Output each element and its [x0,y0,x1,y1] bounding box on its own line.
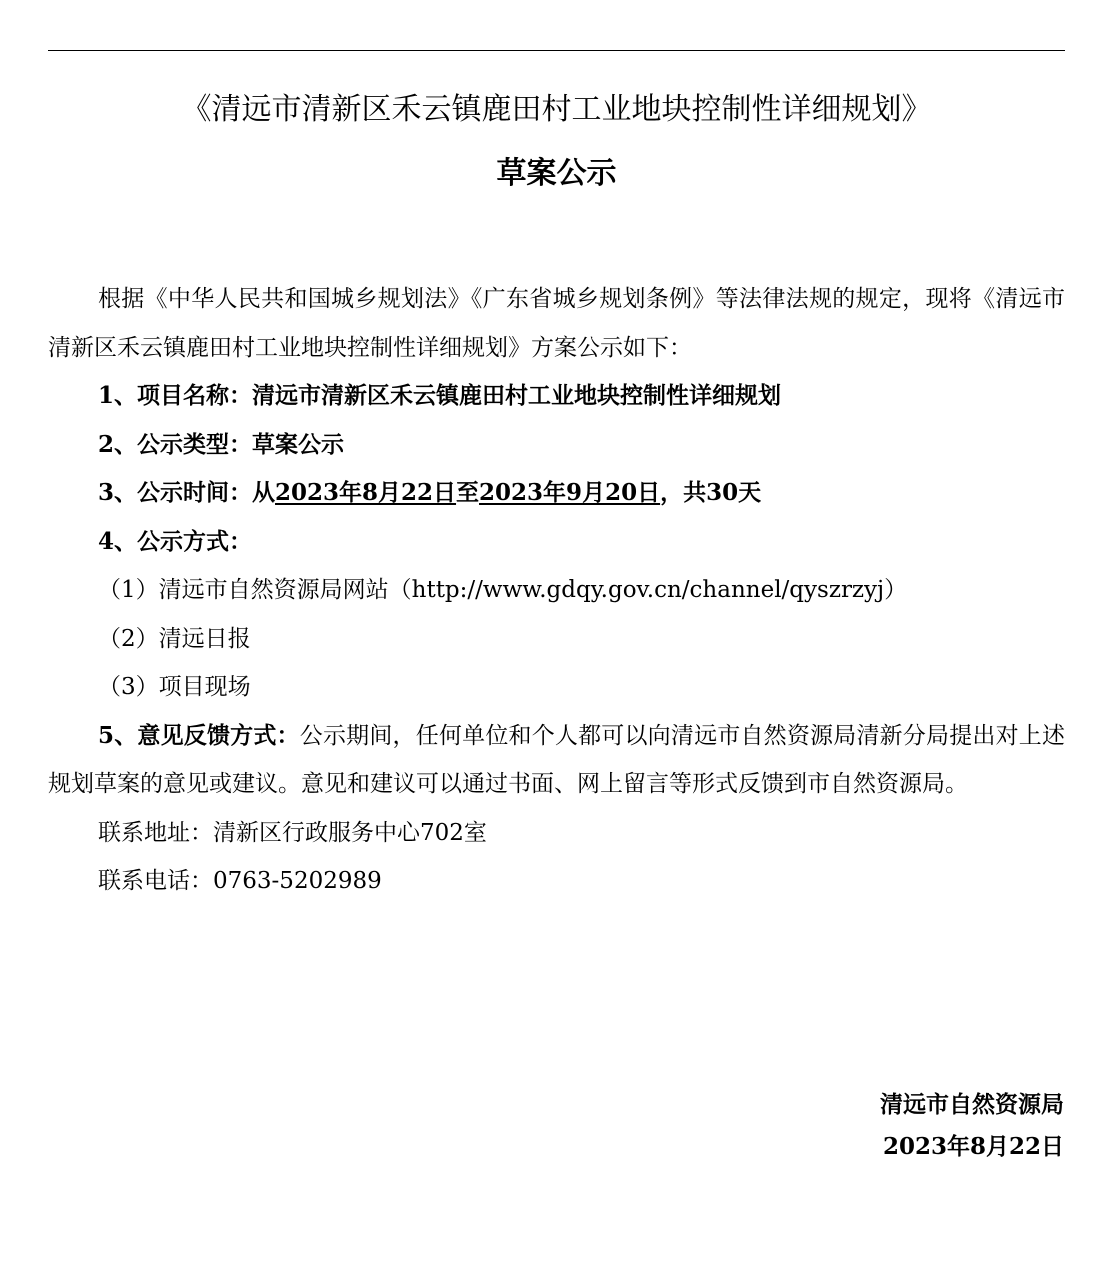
contact-phone: 联系电话：0763-5202989 [98,868,382,894]
item-feedback [48,712,1065,809]
item-project-name [48,372,1065,421]
signature-date: 2023年8月22日 [882,1133,1064,1160]
item5-label: 5、意见反馈方式： [98,721,300,749]
contact-address: 联系地址：清新区行政服务中心702室 [98,819,487,846]
document-title: 《清远市清新区禾云镇鹿田村工业地块控制性详细规划》 [181,92,932,127]
document-body [48,275,1065,906]
document-subtitle: 草案公示 [496,156,617,191]
item1-label: 1、项目名称： [98,382,253,409]
item5-text: 公示期间，任何单位和个人都可以向清远市自然资源局清新分局提出对上述规划草案的意见或建议。意见和建议可以通过书面、网上留言等形式反馈到市自然资源局。 [48,722,1065,797]
item3-label: 3、公示时间：从 [98,479,276,506]
item-notice-type [48,421,1065,470]
method-newspaper: （2）清远日报 [98,625,251,652]
signature-block [880,1084,1064,1168]
item-notice-period [48,469,1065,518]
item3-mid: 至 [456,479,480,506]
item3-tail: ，共30天 [660,479,762,506]
item1-value: 清远市清新区禾云镇鹿田村工业地块控制性详细规划 [252,382,782,409]
item2-label: 2、公示类型： [98,430,253,458]
end-date: 2023年9月20日 [479,479,661,506]
intro-paragraph: 根据《中华人民共和国城乡规划法》《广东省城乡规划条例》等法律法规的规定，现将《清远市清新区禾云镇鹿田村工业地块控制性详细规划》方案公示如下： [48,286,1065,361]
header-rule [48,50,1065,51]
signature-org: 清远市自然资源局 [880,1091,1064,1118]
item2-value: 草案公示 [252,430,345,458]
item-notice-methods: 4、公示方式： [98,527,253,555]
start-date: 2023年8月22日 [275,479,457,506]
method-site: （3）项目现场 [98,674,251,700]
method-website: （1）清远市自然资源局网站（http://www.gdqy.gov.cn/channel/qyszrzyj） [98,577,908,603]
